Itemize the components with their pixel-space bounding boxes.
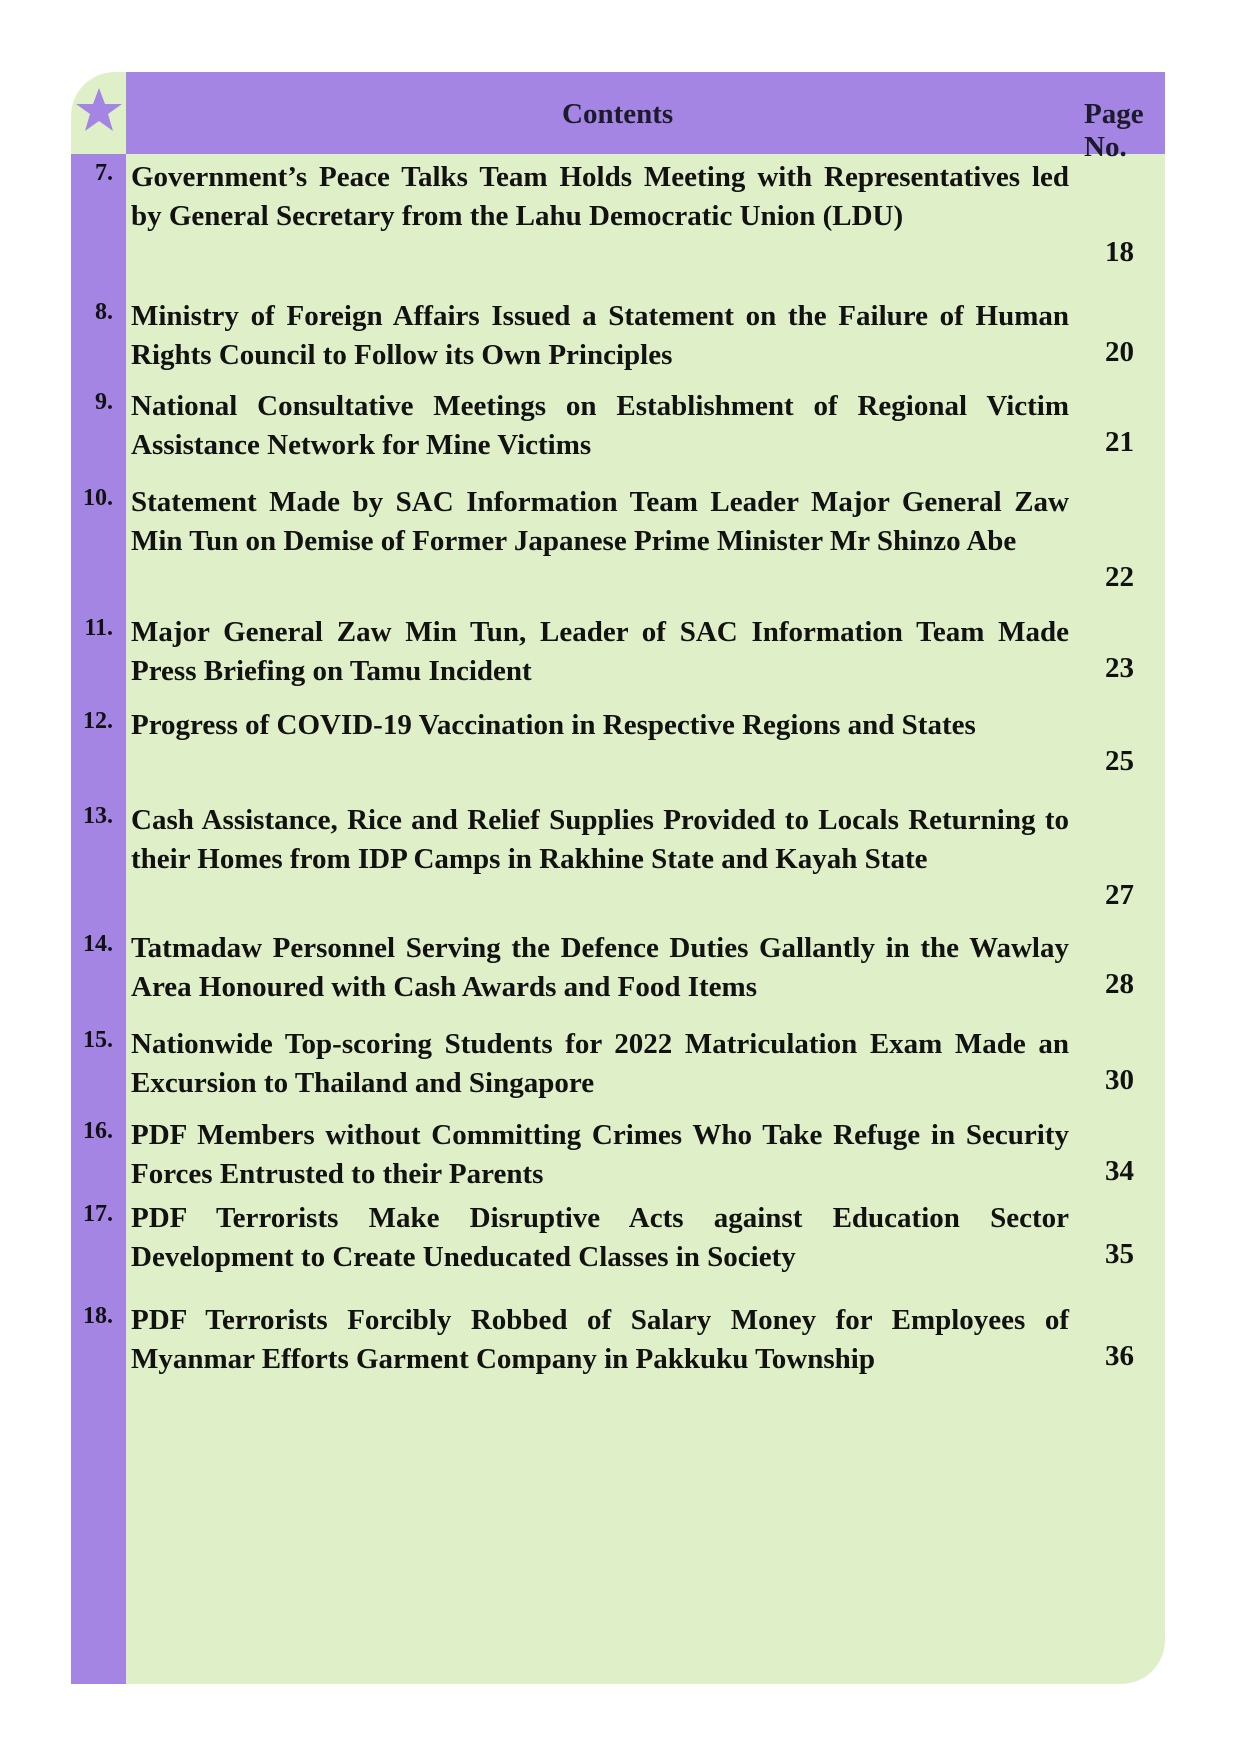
entry-page-number: 36 bbox=[1105, 1340, 1134, 1372]
entry-title[interactable]: PDF Terrorists Forcibly Robbed of Salary Money for Employees of Myanmar Efforts Garment Company in Pakkuku Township bbox=[131, 1304, 1069, 1375]
entry-title[interactable]: PDF Members without Committing Crimes Who Take Refuge in Security Forces Entrusted to their Parents bbox=[131, 1119, 1069, 1190]
entry-page-number: 34 bbox=[1105, 1155, 1134, 1187]
entry-page-number: 23 bbox=[1105, 652, 1134, 684]
entry-number: 18. bbox=[83, 1303, 113, 1329]
entry-title[interactable]: Major General Zaw Min Tun, Leader of SAC Information Team Made Press Briefing on Tamu Incident bbox=[131, 616, 1069, 687]
entry-page-number: 35 bbox=[1105, 1238, 1134, 1270]
entry-title[interactable]: PDF Terrorists Make Disruptive Acts against Education Sector Development to Create Uneducated Classes in Society bbox=[131, 1202, 1069, 1273]
entry-number: 8. bbox=[95, 299, 113, 325]
entry-number: 15. bbox=[83, 1027, 113, 1053]
sidebar-stripe bbox=[71, 154, 126, 1684]
entry-number: 13. bbox=[83, 803, 113, 829]
entry-page-number: 20 bbox=[1105, 336, 1134, 368]
entry-title[interactable]: Nationwide Top-scoring Students for 2022 Matriculation Exam Made an Excursion to Thailand and Singapore bbox=[131, 1028, 1069, 1099]
entry-page-number: 28 bbox=[1105, 968, 1134, 1000]
contents-panel bbox=[71, 72, 1165, 1684]
page-number-heading: Page No. bbox=[1084, 98, 1144, 163]
star-icon bbox=[75, 86, 123, 134]
entry-page-number: 18 bbox=[1105, 236, 1134, 268]
entry-page-number: 22 bbox=[1105, 561, 1134, 593]
entry-title[interactable]: National Consultative Meetings on Establishment of Regional Victim Assistance Network for Mine Victims bbox=[131, 390, 1069, 461]
entry-page-number: 27 bbox=[1105, 879, 1134, 911]
entry-page-number: 21 bbox=[1105, 426, 1134, 458]
entry-page-number: 30 bbox=[1105, 1064, 1134, 1096]
entry-number: 10. bbox=[83, 485, 113, 511]
entry-title[interactable]: Cash Assistance, Rice and Relief Supplies Provided to Locals Returning to their Homes from IDP Camps in Rakhine State and Kayah State bbox=[131, 804, 1069, 875]
entry-title[interactable]: Government’s Peace Talks Team Holds Meeting with Representatives led by General Secretary from the Lahu Democratic Union (LDU) bbox=[131, 161, 1069, 232]
entry-title[interactable]: Progress of COVID-19 Vaccination in Respective Regions and States bbox=[131, 709, 976, 741]
entry-number: 11. bbox=[84, 615, 113, 641]
entry-page-number: 25 bbox=[1105, 745, 1134, 777]
entry-number: 17. bbox=[83, 1201, 113, 1227]
entry-number: 12. bbox=[83, 708, 113, 734]
entry-number: 9. bbox=[95, 389, 113, 415]
entry-title[interactable]: Statement Made by SAC Information Team Leader Major General Zaw Min Tun on Demise of Former Japanese Prime Minister Mr Shinzo Abe bbox=[131, 486, 1069, 557]
contents-header-bar bbox=[126, 72, 1165, 163]
entry-title[interactable]: Ministry of Foreign Affairs Issued a Statement on the Failure of Human Rights Council to Follow its Own Principles bbox=[131, 300, 1069, 371]
entry-number: 7. bbox=[95, 160, 113, 186]
entry-title[interactable]: Tatmadaw Personnel Serving the Defence Duties Gallantly in the Wawlay Area Honoured with Cash Awards and Food Items bbox=[131, 932, 1069, 1003]
entry-number: 14. bbox=[83, 931, 113, 957]
entry-number: 16. bbox=[83, 1118, 113, 1144]
contents-heading: Contents bbox=[562, 98, 674, 130]
